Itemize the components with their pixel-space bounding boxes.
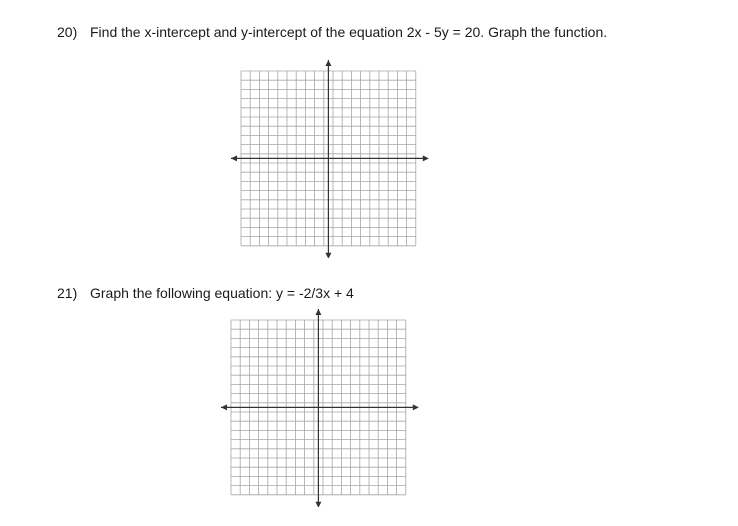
question-20 [57, 24, 607, 40]
y-axis-up-arrow-icon [325, 60, 331, 66]
question-20-text: Find the x-intercept and y-intercept of the equation 2x - 5y = 20. Graph the function. [90, 24, 608, 40]
question-20-number: 20) [57, 24, 78, 40]
x-axis-left-arrow-icon [221, 404, 227, 410]
coordinate-grid-20[interactable] [228, 58, 438, 258]
x-axis-right-arrow-icon [413, 404, 419, 410]
x-axis-left-arrow-icon [231, 155, 237, 161]
y-axis-down-arrow-icon [325, 253, 331, 258]
question-21 [57, 285, 354, 301]
x-axis-right-arrow-icon [423, 155, 429, 161]
y-axis-down-arrow-icon [315, 502, 321, 507]
y-axis-up-arrow-icon [315, 309, 321, 315]
coordinate-grid-21[interactable] [218, 307, 428, 507]
question-21-number: 21) [57, 285, 78, 301]
question-21-text: Graph the following equation: y = -2/3x + 4 [90, 285, 354, 301]
